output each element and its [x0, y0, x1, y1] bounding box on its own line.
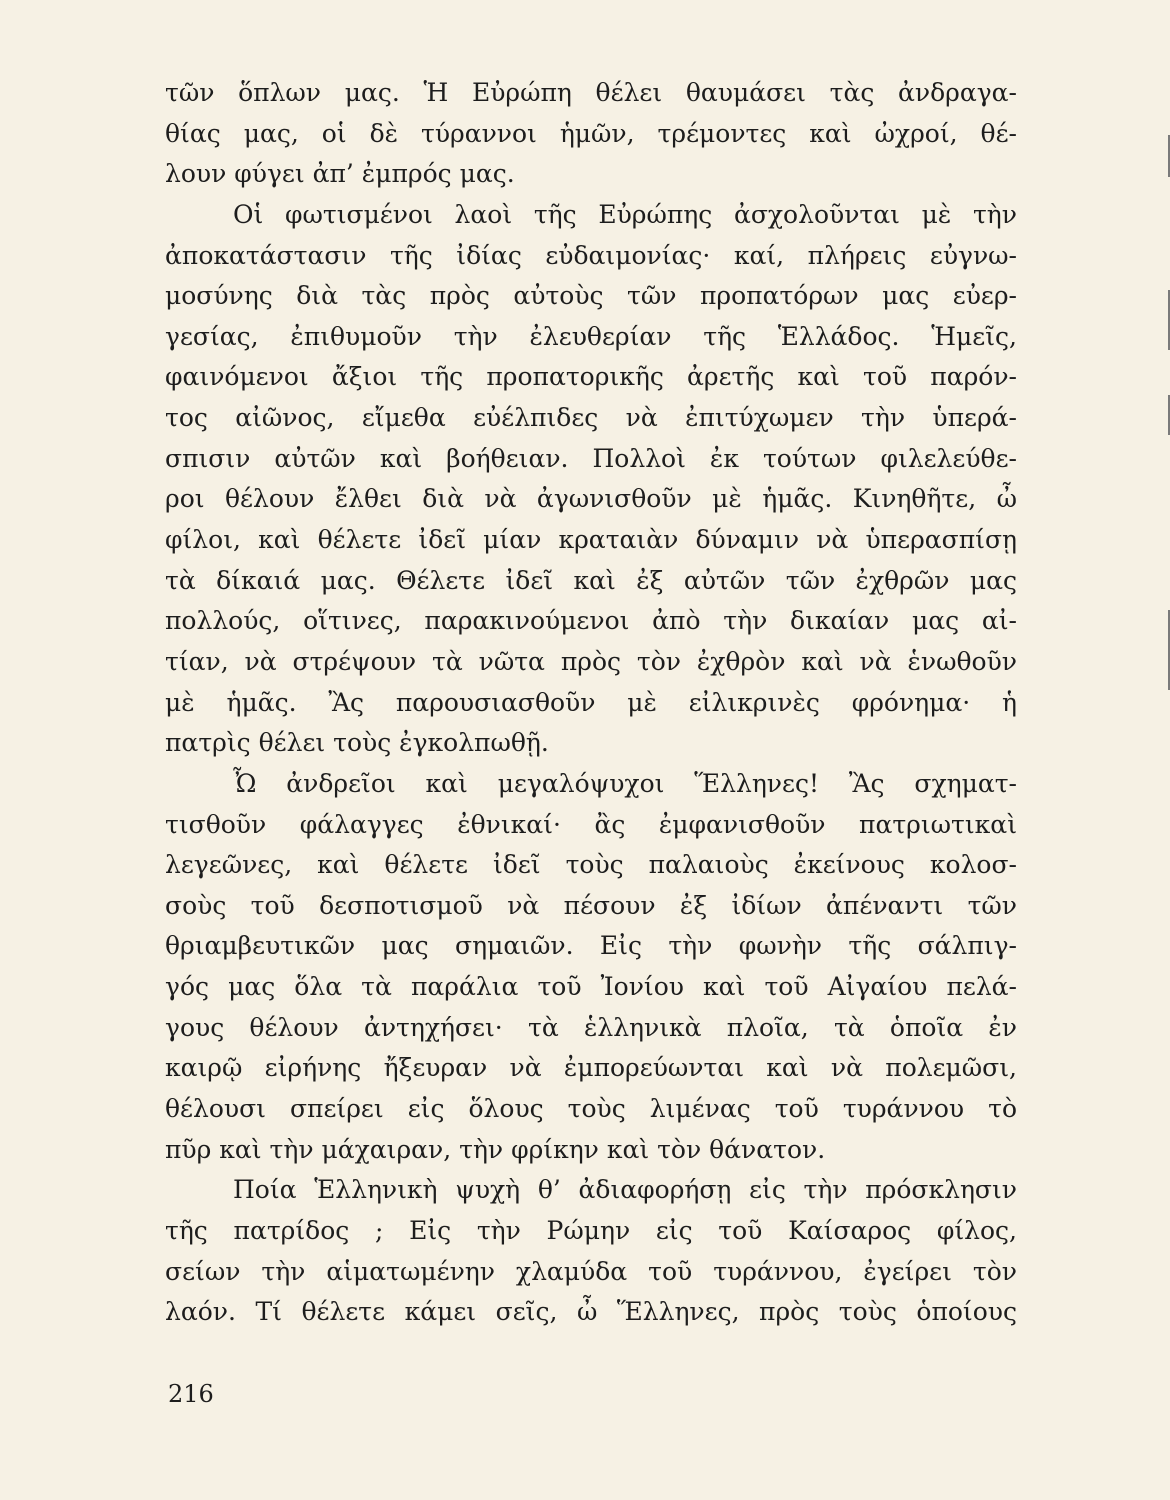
text-line: φαινόμενοι ἄξιοι τῆς προπατορικῆς ἀρετῆς καὶ τοῦ παρόν-: [165, 362, 1017, 392]
text-line: τῆς πατρίδος ; Εἰς τὴν Ρώμην εἰς τοῦ Καίσαρος φίλος,: [165, 1215, 1017, 1245]
text-line: τισθοῦν φάλαγγες ἐθνικαί· ἂς ἐμφανισθοῦν πατριωτικαὶ: [165, 809, 1017, 839]
text-line: τίαν, νὰ στρέψουν τὰ νῶτα πρὸς τὸν ἐχθρὸν καὶ νὰ ἑνωθοῦν: [165, 646, 1017, 676]
text-line: τῶν ὅπλων μας. Ἡ Εὐρώπη θέλει θαυμάσει τὰς ἀνδραγα-: [165, 78, 1017, 107]
text-line: ἀποκατάστασιν τῆς ἰδίας εὐδαιμονίας· καί, πλήρεις εὐγνω-: [165, 240, 1017, 270]
paragraph-start-line: Ποία Ἑλληνικὴ ψυχὴ θ’ ἀδιαφορήσῃ εἰς τὴν πρόσκλησιν: [233, 1175, 1017, 1205]
text-line: μὲ ἡμᾶς. Ἂς παρουσιασθοῦν μὲ εἰλικρινὲς φρόνημα· ἡ: [165, 687, 1017, 717]
text-line: φίλοι, καὶ θέλετε ἰδεῖ μίαν κραταιὰν δύναμιν νὰ ὑπερασπίσῃ: [165, 525, 1017, 555]
text-line: ροι θέλουν ἔλθει διὰ νὰ ἀγωνισθοῦν μὲ ἡμᾶς. Κινηθῆτε, ὦ: [165, 484, 1017, 514]
text-line: σείων τὴν αἱματωμένην χλαμύδα τοῦ τυράννου, ἐγείρει τὸν: [165, 1256, 1017, 1286]
body-text: [165, 73, 1017, 1333]
text-line: θίας μας, οἱ δὲ τύραννοι ἡμῶν, τρέμοντες καὶ ὠχροί, θέ-: [165, 118, 1017, 148]
text-line: λουν φύγει ἀπ’ ἐμπρός μας.: [165, 159, 515, 189]
text-line: θριαμβευτικῶν μας σημαιῶν. Εἰς τὴν φωνὴν τῆς σάλπιγ-: [165, 931, 1017, 961]
text-line: τος αἰῶνος, εἴμεθα εὐέλπιδες νὰ ἐπιτύχωμεν τὴν ὑπερά-: [165, 403, 1017, 433]
page-number: 216: [168, 1380, 214, 1408]
text-line: γους θέλουν ἀντηχήσει· τὰ ἑλληνικὰ πλοῖα, τὰ ὁποῖα ἐν: [165, 1012, 1017, 1042]
text-line: λεγεῶνες, καὶ θέλετε ἰδεῖ τοὺς παλαιοὺς ἐκείνους κολοσ-: [165, 850, 1017, 880]
text-line: λαόν. Τί θέλετε κάμει σεῖς, ὦ Ἕλληνες, πρὸς τοὺς ὁποίους: [165, 1297, 1017, 1327]
text-line: θέλουσι σπείρει εἰς ὅλους τοὺς λιμένας τοῦ τυράννου τὸ: [165, 1094, 1017, 1124]
text-line: πῦρ καὶ τὴν μάχαιραν, τὴν φρίκην καὶ τὸν θάνατον.: [165, 1134, 826, 1164]
text-line: γός μας ὅλα τὰ παράλια τοῦ Ἰονίου καὶ τοῦ Αἰγαίου πελά-: [165, 972, 1017, 1002]
paragraph-start-line: Οἱ φωτισμένοι λαοὶ τῆς Εὐρώπης ἀσχολοῦνται μὲ τὴν: [233, 199, 1017, 229]
paragraph-start-line: Ὦ ἀνδρεῖοι καὶ μεγαλόψυχοι Ἕλληνες! Ἂς σχηματ-: [233, 768, 1017, 798]
text-line: σπισιν αὐτῶν καὶ βοήθειαν. Πολλοὶ ἐκ τούτων φιλελεύθε-: [165, 443, 1017, 473]
text-line: τὰ δίκαιά μας. Θέλετε ἰδεῖ καὶ ἐξ αὐτῶν τῶν ἐχθρῶν μας: [165, 565, 1017, 595]
text-line: σοὺς τοῦ δεσποτισμοῦ νὰ πέσουν ἐξ ἰδίων ἀπέναντι τῶν: [165, 890, 1017, 920]
text-line: πατρὶς θέλει τοὺς ἐγκολπωθῇ.: [165, 728, 549, 758]
text-line: γεσίας, ἐπιθυμοῦν τὴν ἐλευθερίαν τῆς Ἑλλάδος. Ἡμεῖς,: [165, 321, 1017, 351]
text-line: μοσύνης διὰ τὰς πρὸς αὐτοὺς τῶν προπατόρων μας εὐερ-: [165, 281, 1017, 311]
text-line: καιρῷ εἰρήνης ἤξευραν νὰ ἐμπορεύωνται καὶ νὰ πολεμῶσι,: [165, 1053, 1017, 1083]
text-line: πολλούς, οἵτινες, παρακινούμενοι ἀπὸ τὴν δικαίαν μας αἰ-: [165, 606, 1017, 636]
